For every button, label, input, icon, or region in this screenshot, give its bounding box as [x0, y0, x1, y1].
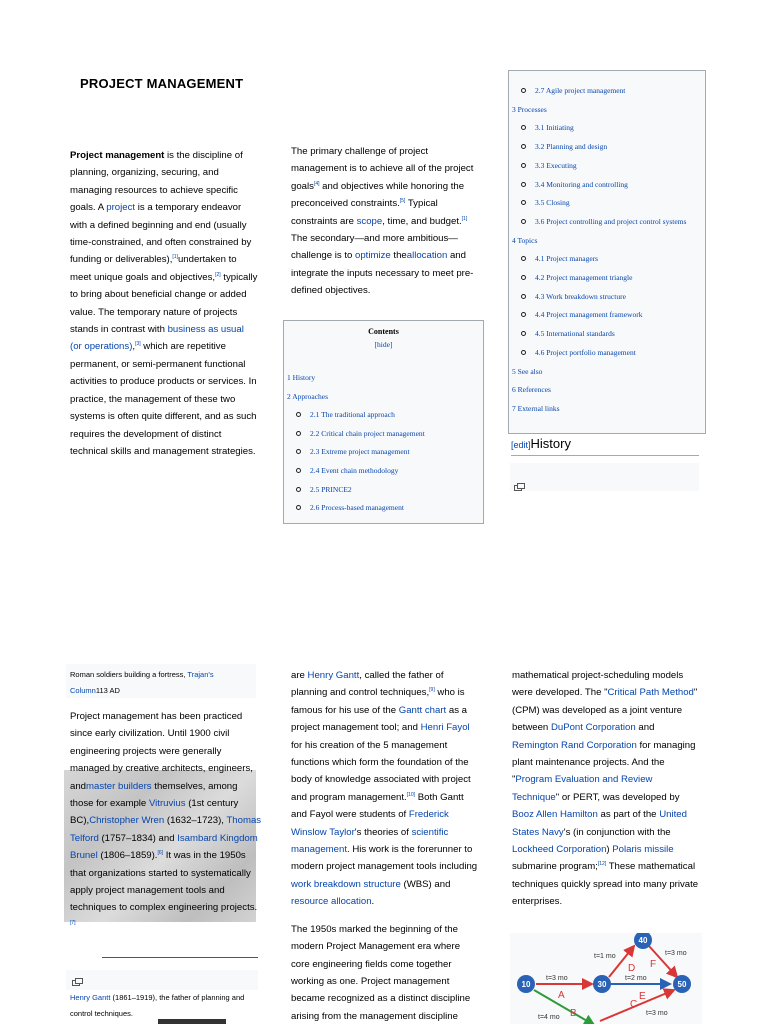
- duration-label: t=2 mo: [625, 975, 647, 982]
- ref[interactable]: [1]: [172, 254, 178, 261]
- link-remington-rand[interactable]: Remington Rand Corporation: [512, 739, 637, 751]
- arrow-label: B: [570, 1008, 577, 1019]
- enlarge-icon[interactable]: [514, 483, 524, 490]
- toc-item[interactable]: 2.4 Event chain methodology: [284, 462, 483, 481]
- link-gantt-chart[interactable]: Gantt chart: [398, 704, 447, 716]
- arrow-label: E: [639, 991, 646, 1002]
- toc-item[interactable]: 2.2 Critical chain project management: [284, 425, 483, 444]
- ref[interactable]: [7]: [70, 919, 76, 926]
- text: for managing plant maintenance projects. And the ": [512, 739, 696, 786]
- text: which are repetitive permanent, or semi-permanent functional activities to produce products or services. In practice, the management of these two systems is often quite different, and as such requires the development of distinct technical skills and management strategies.: [70, 341, 257, 457]
- paragraph: [291, 667, 481, 911]
- text: These mathematical techniques quickly spread into many private enterprises.: [512, 861, 699, 908]
- pert-diagram-frame[interactable]: [510, 933, 702, 1024]
- link-us-navy[interactable]: United States Navy: [512, 809, 687, 838]
- text: .: [371, 896, 375, 908]
- toc-item[interactable]: 4.4 Project management framework: [509, 306, 705, 325]
- node-label: 10: [521, 980, 531, 989]
- toc-item[interactable]: 2.7 Agile project management: [509, 82, 705, 101]
- toc-item[interactable]: 4.2 Project management triangle: [509, 269, 705, 288]
- link-lockheed[interactable]: Lockheed Corporation: [512, 844, 607, 856]
- arrow-label: C: [630, 999, 638, 1010]
- gantt-fayol-paragraph: [291, 667, 481, 1035]
- toc-item[interactable]: 4.3 Work breakdown structure: [509, 288, 705, 307]
- text: It was in the 1950s that organizations started to systematically apply project management tools and techniques to complex engineering projects.: [70, 850, 258, 914]
- text: . His work is the forerunner to modern project management tools including: [291, 844, 478, 873]
- text: (WBS) and: [400, 878, 451, 890]
- text: (1757–1834) and: [98, 832, 178, 844]
- link-henri-fayol[interactable]: Henri Fayol: [420, 722, 470, 734]
- text: " (CPM) was developed as a joint venture between: [512, 687, 698, 734]
- text: The secondary—and more ambitious—challenge is to: [291, 233, 458, 262]
- text: Roman soldiers building a fortress,: [70, 670, 188, 679]
- toc-item[interactable]: 3.4 Monitoring and controlling: [509, 176, 705, 195]
- link-business-as-usual[interactable]: business as usual (or operations): [70, 324, 244, 353]
- text: is the discipline of planning, organizing, securing, and managing resources to achieve specific goals. A: [70, 150, 243, 214]
- text: Typical constraints are: [291, 198, 438, 227]
- node-label: 50: [677, 980, 687, 989]
- toc-item[interactable]: 3.1 Initiating: [509, 119, 705, 138]
- text: Both Gantt and Fayol were students of: [291, 791, 464, 821]
- toc-item[interactable]: 2.6 Process-based management: [284, 499, 483, 518]
- toc-item[interactable]: 4.5 International standards: [509, 325, 705, 344]
- enlarge-icon[interactable]: [72, 978, 82, 985]
- text: , time, and budget.: [382, 215, 462, 227]
- history-heading: [511, 435, 699, 456]
- text: The primary challenge of project management is to achieve all of the project goals: [291, 146, 474, 192]
- toc-item[interactable]: 5 See also: [512, 366, 543, 376]
- toc-item[interactable]: 4.1 Project managers: [509, 250, 705, 269]
- node-label: 30: [597, 980, 607, 989]
- toc-item[interactable]: 7 External links: [512, 403, 560, 413]
- text: ,: [132, 341, 136, 353]
- duration-label: t=1 mo: [594, 953, 616, 960]
- link-christopher-wren[interactable]: Christopher Wren: [89, 815, 165, 827]
- text: and: [635, 722, 655, 734]
- text: and objectives while honoring the preconceived constraints.: [291, 180, 465, 210]
- arrow-label: D: [628, 963, 636, 974]
- toc-list: [509, 82, 705, 419]
- ref[interactable]: [6]: [157, 850, 164, 857]
- cpm-pert-paragraph: [512, 667, 702, 911]
- paragraph: The 1950s marked the beginning of the modern Project Management era where core engineering fields come together working as one. Project management became recognized as a distinct discipline arising from the management discipline: [291, 923, 471, 1022]
- text: undertaken to meet unique goals and objectives,: [70, 254, 237, 283]
- text: the: [390, 250, 407, 262]
- text: is a temporary endeavor with a defined beginning and end (usually time-constrained, and often constrained by funding or deliverables),: [70, 202, 252, 266]
- ref[interactable]: [5]: [399, 198, 406, 205]
- link-project[interactable]: project: [106, 202, 136, 214]
- toc-hide-wrapper: [284, 340, 483, 349]
- text: submarine program;: [512, 861, 598, 873]
- text: are: [291, 670, 308, 681]
- divider: [102, 957, 258, 958]
- toc-item[interactable]: 3.3 Executing: [509, 157, 705, 176]
- link-polaris-missile[interactable]: Polaris missile: [612, 844, 674, 856]
- toc-item[interactable]: 4 Topics: [512, 235, 538, 245]
- toc-item[interactable]: 4.6 Project portfolio management: [509, 344, 705, 363]
- toc-item[interactable]: 2.1 The traditional approach: [284, 406, 483, 425]
- toc-item[interactable]: 3.2 Planning and design: [509, 138, 705, 157]
- text: (1st century BC),: [70, 798, 239, 827]
- text: as part of the: [597, 809, 660, 821]
- fortress-caption: [66, 664, 256, 698]
- text: for his creation of the 5 management functions which form the foundation of the body of knowledge associated with project and program management.: [291, 739, 471, 803]
- intro-paragraph: [70, 147, 258, 460]
- link-scope[interactable]: scope: [356, 215, 383, 227]
- toc-item[interactable]: 3.5 Closing: [509, 194, 705, 213]
- gantt-caption: [70, 990, 258, 1022]
- toc-item[interactable]: 1 History: [287, 373, 316, 382]
- ref[interactable]: [10]: [406, 791, 416, 798]
- duration-label: t=3 mo: [546, 975, 568, 982]
- toc-hide-link[interactable]: [hide]: [374, 340, 393, 349]
- duration-label: t=3 mo: [665, 950, 687, 957]
- link-allocation[interactable]: allocation: [406, 250, 448, 262]
- text: themselves, among those for example: [70, 780, 238, 810]
- ref[interactable]: [4]: [313, 180, 320, 187]
- table-of-contents-continued: [508, 70, 706, 434]
- toc-item[interactable]: 3.6 Project controlling and project control systems: [509, 213, 705, 232]
- text: and integrate the inputs necessary to meet pre-defined objectives.: [291, 250, 474, 297]
- page-title: PROJECT MANAGEMENT: [80, 76, 244, 91]
- edit-section: [511, 440, 531, 450]
- link-wbs[interactable]: work breakdown structure: [291, 878, 401, 890]
- link-vitruvius[interactable]: Vitruvius: [148, 798, 186, 810]
- gantt-photo[interactable]: [158, 1019, 226, 1024]
- link-optimize[interactable]: optimize: [355, 250, 391, 262]
- text: (1861–1919), the father of planning and control techniques.: [70, 993, 245, 1018]
- edit-link[interactable]: [edit]: [511, 440, 531, 450]
- link-pert[interactable]: Program Evaluation and Review Technique: [512, 774, 653, 803]
- link-brunel[interactable]: Isambard Kingdom Brunel: [70, 832, 258, 862]
- link-henry-gantt[interactable]: Henry Gantt: [307, 670, 360, 681]
- link-dupont[interactable]: DuPont Corporation: [550, 722, 636, 734]
- arrow-label: F: [650, 959, 657, 970]
- link-critical-path[interactable]: Critical Path Method: [607, 687, 694, 699]
- term-project-management: Project management: [70, 150, 165, 161]
- text: Project management has been practiced since early civilization. Until 1900 civil engineering projects were generally managed by creative architects, engineers, and: [70, 711, 253, 792]
- text: " or PERT, was developed by: [555, 791, 680, 803]
- image-thumbnail[interactable]: [510, 463, 699, 491]
- node-label: 40: [638, 936, 648, 945]
- toc-item[interactable]: 2.5 PRINCE2: [284, 481, 483, 500]
- text: as a project management tool; and: [291, 704, 468, 734]
- ref[interactable]: [1]: [461, 215, 468, 222]
- link-henry-gantt[interactable]: Henry Gantt: [70, 993, 111, 1002]
- link-master-builders[interactable]: master builders: [86, 780, 152, 792]
- link-trajans-column[interactable]: Trajan's Column: [70, 670, 214, 695]
- text: typically to bring about beneficial change or added value. The temporary nature of projects stands in contrast with: [70, 271, 258, 336]
- toc-list: [284, 369, 483, 518]
- text: 113 AD: [95, 686, 120, 695]
- text: 's theories of: [354, 826, 412, 838]
- ref[interactable]: [12]: [597, 861, 607, 868]
- arrow-label: A: [558, 990, 565, 1001]
- link-thomas-telford[interactable]: Thomas Telford: [70, 815, 262, 844]
- text: who is famous for his use of the: [291, 687, 465, 716]
- duration-label: t=4 mo: [538, 1014, 560, 1021]
- toc-item[interactable]: 3 Processes: [512, 104, 547, 114]
- toc-item[interactable]: 2.3 Extreme project management: [284, 443, 483, 462]
- link-scientific-management[interactable]: scientific management: [291, 826, 449, 856]
- section-title: History: [530, 436, 571, 451]
- history-paragraph: [70, 708, 262, 934]
- gantt-thumbnail[interactable]: [66, 970, 258, 990]
- link-booz-allen[interactable]: Booz Allen Hamilton: [512, 809, 598, 821]
- text: , called the father of planning and control techniques,: [291, 670, 444, 699]
- ref[interactable]: [3]: [135, 341, 141, 348]
- link-taylor[interactable]: Frederick Winslow Taylor: [291, 809, 449, 838]
- pert-diagram: [510, 933, 702, 1024]
- toc-title: Contents: [368, 327, 399, 336]
- text: (1806–1859).: [97, 850, 158, 862]
- toc-item[interactable]: 6 References: [512, 385, 551, 395]
- table-of-contents: [283, 320, 484, 524]
- text: ): [606, 844, 613, 856]
- text: 's (in conjunction with the: [563, 826, 671, 838]
- challenge-paragraph: [291, 143, 481, 300]
- toc-item[interactable]: 2 Approaches: [287, 391, 329, 401]
- ref[interactable]: [9]: [429, 687, 435, 694]
- text: mathematical project-scheduling models were developed. The ": [512, 670, 684, 699]
- link-resource-allocation[interactable]: resource allocation: [291, 896, 372, 908]
- text: (1632–1723),: [164, 815, 227, 827]
- ref[interactable]: [2]: [215, 271, 221, 278]
- duration-label: t=3 mo: [646, 1010, 668, 1017]
